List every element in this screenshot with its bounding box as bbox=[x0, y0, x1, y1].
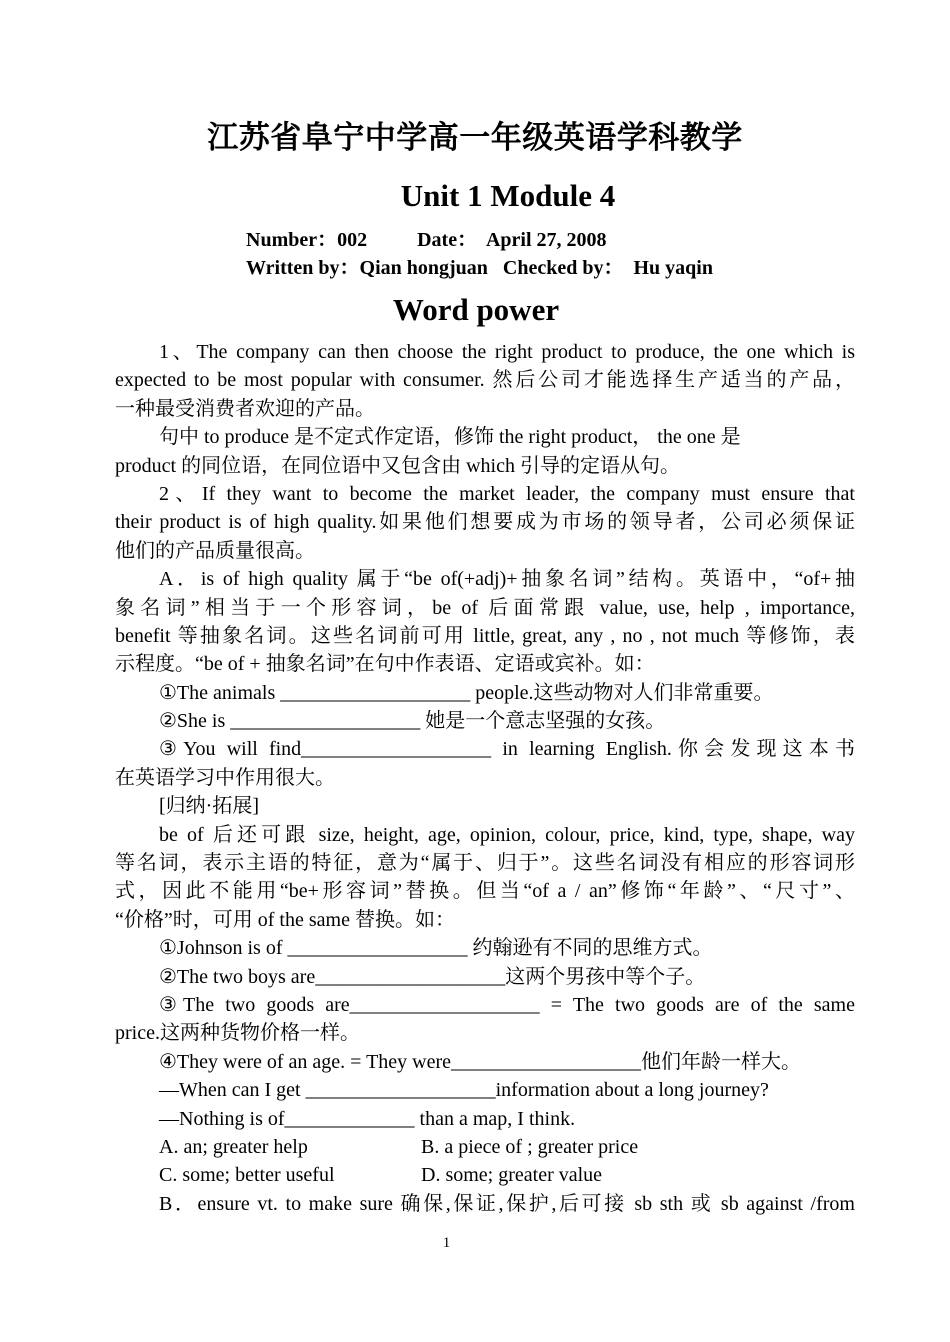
example-line: ③You will find___________________ in learning English.你会发现这本书 bbox=[159, 738, 855, 761]
page-number: 1 bbox=[442, 1235, 451, 1251]
example-line: ②She is ___________________ 她是一个意志坚强的女孩。 bbox=[159, 710, 666, 733]
option-c: C. some; better useful bbox=[159, 1164, 335, 1187]
text-line: price.这两种货物价格一样。 bbox=[115, 1022, 360, 1045]
text-line: 式，因此不能用“be+形容词”替换。但当“of a / an”修饰“年龄”、“尺寸”、 bbox=[115, 880, 855, 903]
document-body bbox=[115, 338, 855, 1218]
example-line: ③The two goods are___________________ = The two goods are of the same bbox=[159, 993, 855, 1016]
text-line: A．is of high quality 属于“be of(+adj)+抽象名词”结构。英语中，“of+抽 bbox=[159, 568, 855, 591]
section-title: Word power bbox=[392, 292, 560, 327]
option-row bbox=[115, 1161, 855, 1189]
text-line: 一种最受消费者欢迎的产品。 bbox=[115, 397, 375, 420]
text-line: 2、If they want to become the market leader, the company must ensure that bbox=[159, 482, 855, 505]
subheading: [归纳·拓展] bbox=[159, 795, 259, 818]
option-d: D. some; greater value bbox=[421, 1164, 603, 1187]
unit-title: Unit 1 Module 4 bbox=[400, 178, 616, 213]
question-line: —When can I get ___________________information about a long journey? bbox=[159, 1079, 769, 1102]
text-line: their product is of high quality.如果他们想要成为市场的领导者，公司必须保证 bbox=[115, 511, 855, 534]
option-b: B. a piece of ; greater price bbox=[421, 1135, 639, 1158]
example-line: ②The two boys are___________________这两个男孩中等个子。 bbox=[159, 965, 706, 988]
option-a: A. an; greater help bbox=[159, 1135, 308, 1158]
document-title-chinese: 江苏省阜宁中学高一年级英语学科教学 bbox=[207, 120, 743, 156]
text-line: 象名词”相当于一个形容词，be of 后面常跟 value, use, help , importance, bbox=[115, 596, 855, 619]
example-line: ①Johnson is of __________________ 约翰逊有不同的思维方式。 bbox=[159, 937, 713, 960]
text-line: 1、The company can then choose the right product to produce, the one which is bbox=[159, 341, 855, 363]
meta-number-date: Number：002 Date： April 27, 2008 bbox=[246, 229, 607, 251]
text-line: 在英语学习中作用很大。 bbox=[115, 766, 335, 789]
question-line: —Nothing is of_____________ than a map, I think. bbox=[159, 1107, 576, 1130]
text-line: be of 后还可跟 size, height, age, opinion, colour, price, kind, type, shape, way bbox=[159, 823, 855, 846]
text-line: benefit 等抽象名词。这些名词前可用 little, great, any , no , not much 等修饰，表 bbox=[115, 624, 855, 647]
text-line: expected to be most popular with consumer. 然后公司才能选择生产适当的产品， bbox=[115, 369, 855, 392]
text-line: 等名词，表示主语的特征，意为“属于、归于”。这些名词没有相应的形容词形 bbox=[115, 852, 855, 875]
text-line: product 的同位语，在同位语中又包含由 which 引导的定语从句。 bbox=[115, 454, 680, 477]
text-line: 示程度。“be of + 抽象名词”在句中作表语、定语或宾补。如： bbox=[115, 653, 655, 676]
text-line: “价格”时，可用 of the same 替换。如： bbox=[115, 908, 455, 931]
example-line: ④They were of an age. = They were___________________他们年龄一样大。 bbox=[159, 1050, 802, 1073]
text-line: B．ensure vt. to make sure 确保,保证,保护,后可接 sb sth 或 sb against /from bbox=[159, 1192, 855, 1215]
text-line: 句中 to produce 是不定式作定语，修饰 the right product， the one 是 bbox=[159, 426, 741, 449]
option-row bbox=[115, 1133, 855, 1161]
meta-authors: Written by：Qian hongjuan Checked by： Hu yaqin bbox=[246, 257, 713, 279]
example-line: ①The animals ___________________ people.这些动物对人们非常重要。 bbox=[159, 681, 774, 704]
text-line: 他们的产品质量很高。 bbox=[115, 539, 315, 562]
